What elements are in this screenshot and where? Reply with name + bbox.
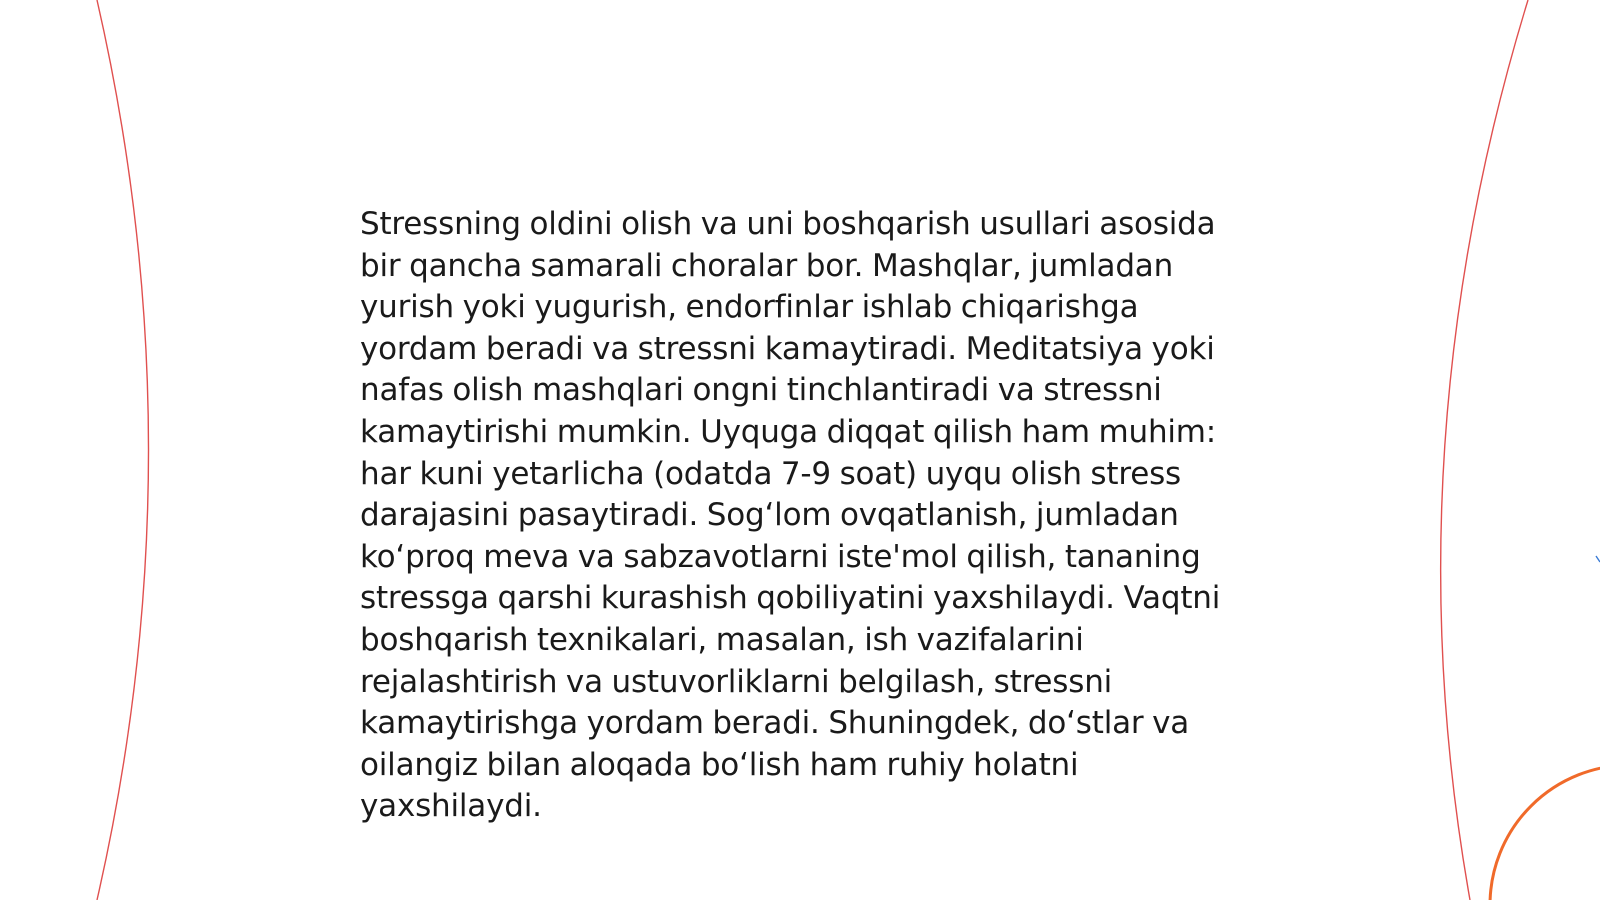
right-edge-mark xyxy=(1596,556,1600,562)
left-arc xyxy=(97,0,149,900)
right-arc xyxy=(1441,0,1528,900)
orange-circle-arc xyxy=(1490,765,1600,900)
body-paragraph: Stressning oldini olish va uni boshqarish usullari asosida bir qancha samarali choralar bor. Mashqlar, jumladan yurish yoki yugurish, endorfinlar ishlab chiqarishga yordam beradi va stressni kamaytiradi. Meditatsiya yoki nafas olish mashqlari ongni tinchlantiradi va stressni kamaytirishi mumkin. Uyquga diqqat qilish ham muhim: har kuni yetarlicha (odatda 7-9 soat) uyqu olish stress darajasini pasaytiradi. Sog‘lom ovqatlanish, jumladan ko‘proq meva va sabzavotlarni iste'mol qilish, tananing stressga qarshi kurashish qobiliyatini yaxshilaydi. Vaqtni boshqarish texnikalari, masalan, ish vazifalarini rejalashtirish va ustuvorliklarni belgilash, stressni kamaytirishga yordam beradi. Shuningdek, do‘stlar va oilangiz bilan aloqada bo‘lish ham ruhiy holatni yaxshilaydi. xyxy=(360,206,1221,825)
